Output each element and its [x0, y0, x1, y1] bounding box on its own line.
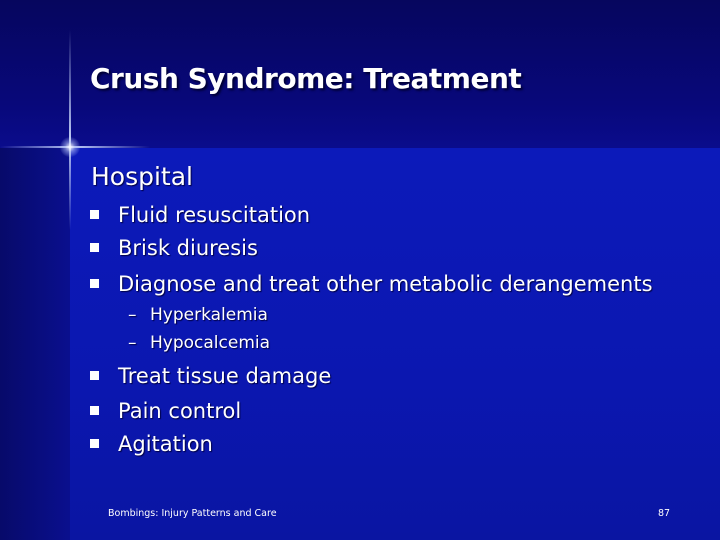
square-bullet-icon [90, 279, 99, 288]
bullet-text: Brisk diuresis [118, 236, 258, 260]
bullet-text: Treat tissue damage [118, 364, 332, 388]
dash-bullet-icon: – [128, 305, 137, 325]
footer-text: Bombings: Injury Patterns and Care [108, 508, 277, 519]
bullet-text: Fluid resuscitation [118, 203, 311, 227]
square-bullet-icon [90, 371, 99, 380]
list-item [90, 200, 310, 230]
list-item [90, 396, 241, 426]
section-heading: Hospital [91, 162, 194, 191]
sub-list-item [128, 303, 268, 327]
list-item [90, 269, 653, 299]
bullet-text: Diagnose and treat other metabolic derangements [118, 272, 653, 296]
square-bullet-icon [90, 439, 99, 448]
page-number: 87 [658, 508, 671, 519]
sub-list-item [128, 331, 270, 355]
sub-bullet-text: Hyperkalemia [150, 305, 268, 325]
sub-bullet-text: Hypocalcemia [150, 333, 271, 353]
bullet-text: Pain control [118, 399, 242, 423]
list-item [90, 361, 331, 391]
square-bullet-icon [90, 406, 99, 415]
list-item [90, 233, 258, 263]
square-bullet-icon [90, 243, 99, 252]
slide-title: Crush Syndrome: Treatment [90, 62, 522, 95]
bullet-text: Agitation [118, 432, 213, 456]
dash-bullet-icon: – [128, 333, 137, 353]
list-item [90, 429, 213, 459]
square-bullet-icon [90, 210, 99, 219]
